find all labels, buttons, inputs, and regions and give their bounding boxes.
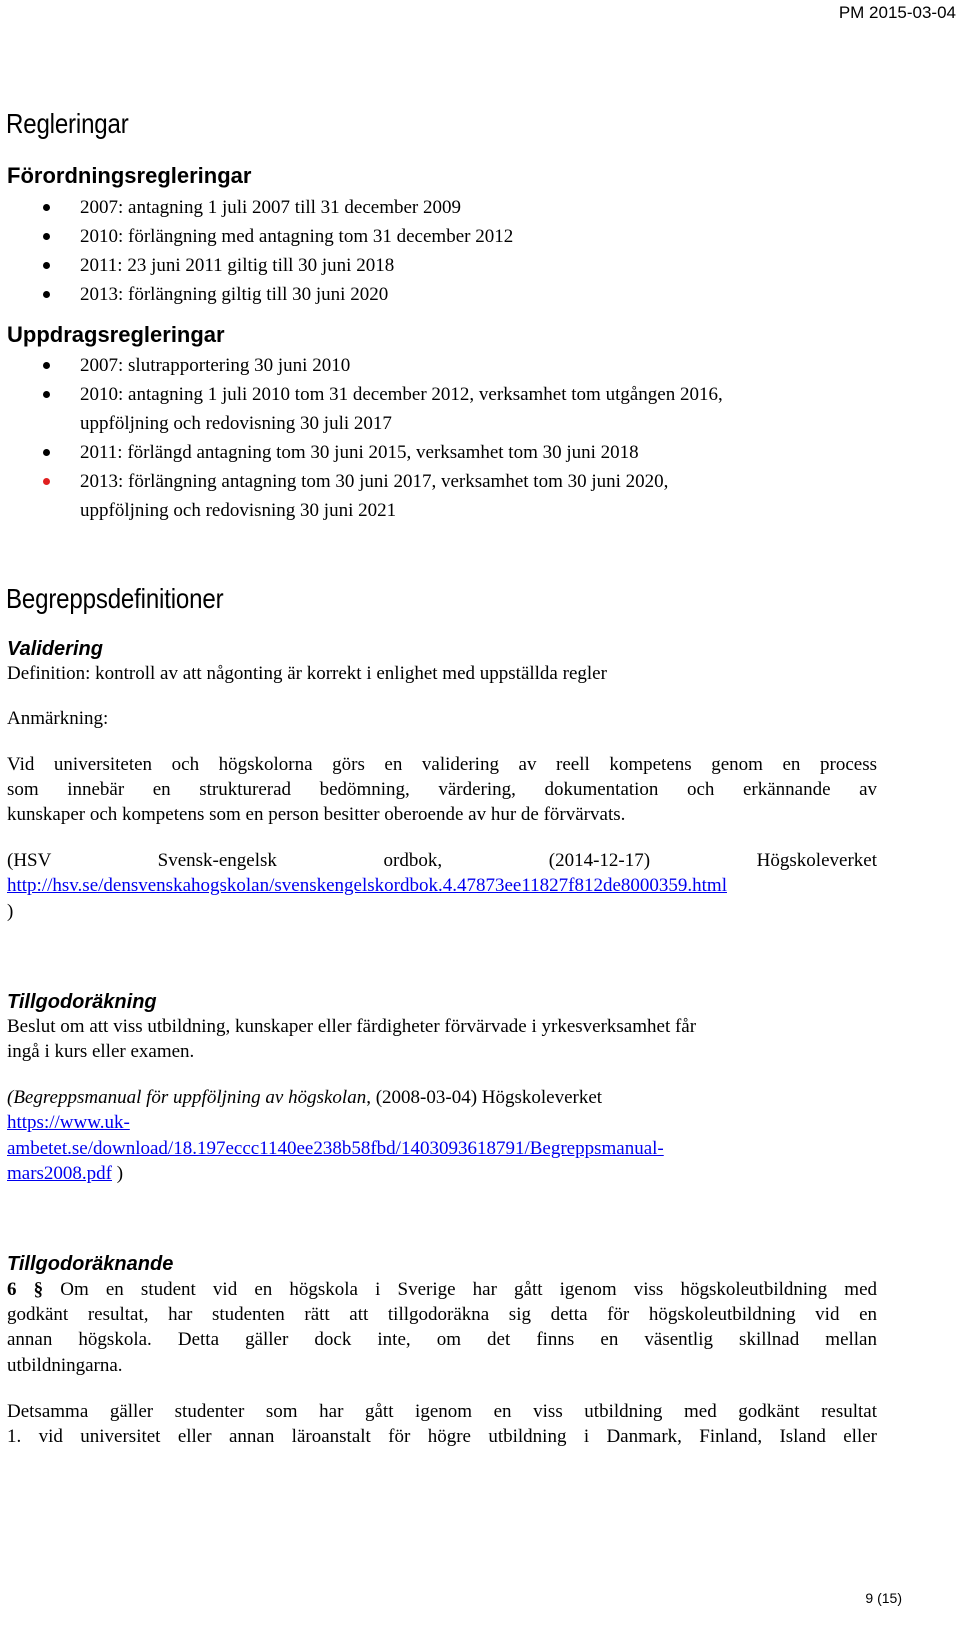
validering-definition: Definition: kontroll av att någonting är korrekt i enlighet med uppställda regler bbox=[7, 663, 607, 684]
bullet-icon bbox=[43, 478, 50, 485]
tillgodorakning-body-line: Beslut om att viss utbildning, kunskaper eller färdigheter förvärvade i yrkesverksamhet får bbox=[7, 1016, 697, 1037]
tillgodoraknande-p1-line: 6 § Om en student vid en högskola i Sverige har gått igenom viss högskoleutbildning med bbox=[7, 1279, 878, 1300]
bullet-icon bbox=[43, 449, 50, 456]
list-item: 2010: förlängning med antagning tom 31 december 2012 bbox=[0, 222, 513, 251]
bullet-icon bbox=[43, 291, 50, 298]
validering-source: (HSV Svensk-engelsk ordbok, (2014-12-17) Högskoleverket bbox=[7, 850, 877, 871]
list-item: 2007: slutrapportering 30 juni 2010 bbox=[0, 351, 723, 380]
heading-uppdragsregleringar: Uppdragsregleringar bbox=[7, 322, 225, 347]
bullet-icon bbox=[43, 204, 50, 211]
begreppsmanual-link-row bbox=[7, 1138, 664, 1160]
bullet-icon bbox=[43, 391, 50, 398]
source-title: Begreppsmanual för uppföljning av högskolan bbox=[13, 1087, 367, 1108]
validering-source-link-row bbox=[7, 875, 727, 897]
begreppsmanual-link[interactable]: ambetet.se/download/18.197eccc1140ee238b58fbd/1403093618791/Begreppsmanual- bbox=[7, 1138, 664, 1159]
forordning-list bbox=[0, 193, 513, 309]
anmarkning-label: Anmärkning: bbox=[7, 708, 109, 729]
begreppsmanual-link[interactable]: https://www.uk- bbox=[7, 1112, 130, 1133]
begreppsmanual-link[interactable]: mars2008.pdf bbox=[7, 1163, 113, 1184]
tillgodorakning-body-line: ingå i kurs eller examen. bbox=[7, 1041, 195, 1062]
begreppsmanual-link-row: mars2008.pdf ) bbox=[7, 1163, 124, 1184]
heading-forordningsregleringar: Förordningsregleringar bbox=[7, 163, 252, 188]
list-item: 2011: 23 juni 2011 giltig till 30 juni 2018 bbox=[0, 251, 513, 280]
list-item: 2007: antagning 1 juli 2007 till 31 december 2009 bbox=[0, 193, 513, 222]
tillgodoraknande-p1-line: utbildningarna. bbox=[7, 1355, 123, 1376]
validering-body-line: som innebär en strukturerad bedömning, värdering, dokumentation och erkännande av bbox=[7, 779, 877, 800]
list-item: 2013: förlängning antagning tom 30 juni 2017, verksamhet tom 30 juni 2020, uppföljning och redovisning 30 juni 2021 bbox=[0, 467, 723, 525]
bullet-icon bbox=[43, 262, 50, 269]
uppdrag-list bbox=[0, 351, 723, 525]
heading-validering: Validering bbox=[7, 638, 103, 660]
heading-regleringar: Regleringar bbox=[6, 108, 129, 139]
heading-tillgodoraknande: Tillgodoräknande bbox=[7, 1253, 174, 1275]
tillgodoraknande-p2-line: 1. vid universitet eller annan läroanstalt för högre utbildning i Danmark, Finland, Island eller bbox=[7, 1426, 877, 1447]
paragraph-number: 6 bbox=[7, 1279, 17, 1300]
list-item: 2010: antagning 1 juli 2010 tom 31 december 2012, verksamhet tom utgången 2016, uppföljning och redovisning 30 juli 2017 bbox=[0, 380, 723, 438]
header-date: PM 2015-03-04 bbox=[838, 3, 956, 22]
validering-body-line: Vid universiteten och högskolorna görs en validering av reell kompetens genom en process bbox=[7, 754, 877, 775]
tillgodoraknande-p1-line: godkänt resultat, har studenten rätt att tillgodoräkna sig detta för högskoleutbildning vid en bbox=[7, 1304, 877, 1325]
list-item: 2011: förlängd antagning tom 30 juni 2015, verksamhet tom 30 juni 2018 bbox=[0, 438, 723, 467]
begreppsmanual-link-row bbox=[7, 1112, 130, 1134]
tillgodoraknande-p1-line: annan högskola. Detta gäller dock inte, om det finns en väsentlig skillnad mellan bbox=[7, 1329, 877, 1350]
tillgodoraknande-p2-line: Detsamma gäller studenter som har gått igenom en viss utbildning med godkänt resultat bbox=[7, 1401, 877, 1422]
list-item: 2013: förlängning giltig till 30 juni 2020 bbox=[0, 280, 513, 309]
bullet-icon bbox=[43, 233, 50, 240]
section-sign-icon: § bbox=[33, 1279, 44, 1300]
page-number: 9 (15) bbox=[865, 1590, 902, 1606]
heading-begreppsdefinitioner: Begreppsdefinitioner bbox=[6, 583, 224, 614]
bullet-icon bbox=[43, 362, 50, 369]
validering-source-close: ) bbox=[7, 901, 14, 922]
heading-tillgodorakning: Tillgodoräkning bbox=[7, 991, 157, 1013]
hsv-ordbok-link[interactable]: http://hsv.se/densvenskahogskolan/svenskengelskordbok.4.47873ee11827f812de8000359.html bbox=[7, 875, 727, 896]
validering-body-line: kunskaper och kompetens som en person besitter oberoende av hur de förvärvats. bbox=[7, 804, 626, 825]
tillgodorakning-source: (Begreppsmanual för uppföljning av högskolan, (2008-03-04) Högskoleverket bbox=[7, 1087, 603, 1108]
